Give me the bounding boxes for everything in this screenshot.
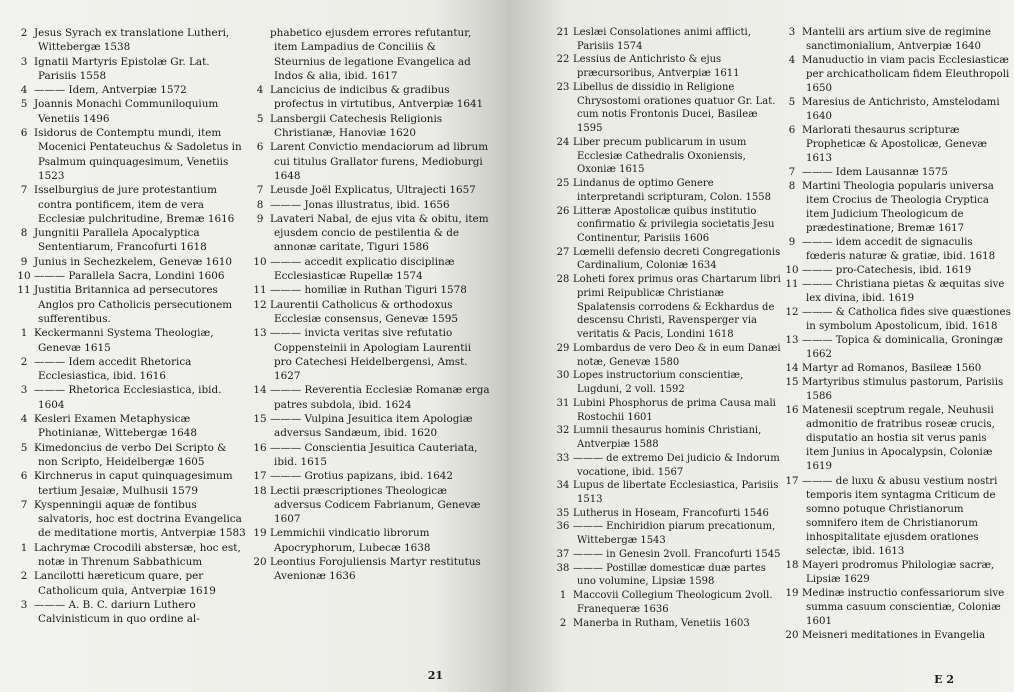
entry-text: Maccovii Collegium Theologicum 2voll. Franequeræ 1636 — [573, 590, 773, 615]
catalog-entry — [14, 97, 246, 126]
catalog-entry — [553, 246, 783, 273]
entry-text: Manuductio in viam pacis Ecclesiasticæ per archicatholicam fidem Eleuthropoli 1650 — [802, 55, 1010, 95]
right-column-2 — [782, 26, 1012, 643]
right-page — [507, 0, 1014, 692]
entry-text: ——— pro-Catechesis, ibid. 1619 — [802, 265, 972, 277]
entry-text: Junius in Sechezkelem, Genevæ 1610 — [34, 255, 232, 268]
entry-number: 25 — [556, 178, 570, 190]
catalog-entry — [782, 362, 1012, 376]
entry-text: Lumnii thesaurus hominis Christiani, Antverpiæ 1588 — [573, 425, 762, 451]
catalog-entry — [250, 255, 490, 284]
entry-number: 28 — [556, 274, 570, 286]
entry-number: 17 — [785, 475, 799, 487]
catalog-entry — [782, 376, 1012, 404]
catalog-entry — [14, 26, 246, 55]
entry-text: ——— A. B. C. dariurn Luthero Calvinisticum in quo ordine al- — [34, 598, 200, 626]
catalog-entry — [782, 124, 1012, 166]
entry-text: Maresius de Antichristo, Amstelodami 1640 — [802, 97, 1000, 123]
catalog-entry — [14, 83, 246, 97]
entry-number: 12 — [253, 298, 267, 311]
entry-number: 20 — [253, 555, 267, 568]
catalog-entry — [250, 140, 490, 183]
entry-number: 15 — [253, 413, 267, 426]
entry-number: 7 — [256, 184, 264, 197]
entry-number: 21 — [556, 27, 570, 38]
entry-number: 2 — [20, 570, 28, 583]
catalog-entry — [14, 569, 246, 598]
catalog-entry — [14, 55, 246, 84]
entry-number: 3 — [788, 27, 796, 38]
catalog-entry — [14, 383, 246, 412]
entry-number: 5 — [788, 97, 796, 109]
catalog-entry — [14, 183, 246, 226]
entry-number: 6 — [256, 141, 264, 154]
entry-number: 38 — [556, 562, 570, 574]
entry-text: ——— Grotius papizans, ibid. 1642 — [270, 470, 453, 483]
catalog-entry — [553, 562, 783, 589]
entry-number: 4 — [256, 84, 264, 97]
catalog-entry — [250, 212, 490, 255]
catalog-entry — [14, 412, 246, 441]
entry-text: Mantelii ars artium sive de regimine sanctimonialium, Antverpiæ 1640 — [802, 27, 991, 53]
catalog-entry — [250, 526, 490, 555]
entry-number: 5 — [20, 441, 28, 454]
entry-text: Larent Convictio mendaciorum ad librum cui titulus Grallator furens, Medioburgi 1648 — [270, 141, 489, 182]
entry-number: 11 — [785, 279, 799, 291]
entry-text: Lopes instructorium conscientiæ, Lugduni, 2 voll. 1592 — [573, 370, 744, 396]
catalog-entry — [553, 136, 783, 177]
catalog-entry — [14, 255, 246, 269]
entry-text: Lemmichii vindicatio librorum Apocryphorum, Lubecæ 1638 — [270, 527, 431, 554]
entry-text: Lancilotti hæreticum quare, per Catholicum quia, Antverpiæ 1619 — [34, 570, 216, 597]
catalog-entry — [553, 342, 783, 369]
catalog-entry — [782, 404, 1012, 474]
entry-number: 33 — [556, 452, 570, 464]
entry-text: Litteræ Apostolicæ quibus institutio confirmatio & privilegia societatis Jesu Continentur, Parisiis 1606 — [573, 205, 775, 245]
entry-text: ——— & Catholica fides sive quæstiones in symbolum Apostolicum, ibid. 1618 — [802, 307, 1011, 333]
catalog-entry — [782, 180, 1012, 236]
catalog-entry — [14, 283, 246, 326]
entry-number: 23 — [556, 81, 570, 93]
entry-text: Lindanus de optimo Genere interpretandi scripturam, Colon. 1558 — [573, 178, 771, 203]
catalog-entry — [250, 198, 490, 212]
entry-text: ——— Parallela Sacra, Londini 1606 — [34, 270, 225, 283]
entry-text: ——— de extremo Dei judicio & Indorum vocatione, ibid. 1567 — [573, 452, 780, 478]
entry-number: 36 — [556, 521, 570, 533]
entry-text: Lansbergii Catechesis Religionis Christianæ, Hanoviæ 1620 — [270, 112, 443, 140]
entry-text: ——— Idem accedit Rhetorica Ecclesiastica, ibid. 1616 — [34, 355, 192, 383]
entry-text: Manerba in Rutham, Venetiis 1603 — [573, 617, 750, 629]
catalog-entry — [553, 520, 783, 547]
entry-text: Martyr ad Romanos, Basileæ 1560 — [802, 363, 982, 375]
entry-number: 22 — [556, 54, 570, 66]
entry-text: ——— Rhetorica Ecclesiastica, ibid. 1604 — [34, 384, 222, 411]
entry-text: Lubini Phosphorus de prima Causa mali Rostochii 1601 — [573, 397, 776, 423]
entry-text: Laurentii Catholicus & orthodoxus Ecclesiæ consensus, Genevæ 1595 — [270, 298, 458, 325]
entry-text: ——— Idem, Antverpiæ 1572 — [34, 84, 187, 97]
catalog-entry — [250, 383, 490, 412]
entry-number: 6 — [20, 470, 28, 483]
entry-text: Loheti forex primus oras Chartarum libri primi Reipublicæ Christianæ Spalatensis corrodens & Eckhardus de descensu Christi, Ravensperger via veritatis & Pacis, Londini 1618 — [573, 274, 781, 341]
entry-text: phabetico ejusdem errores refutantur, item Lampadius de Conciliis & Steurnius de legatione Evangelica ad Indos & alia, ibid. 1617 — [270, 27, 472, 82]
entry-text: ——— Topica & dominicalia, Groningæ 1662 — [802, 335, 1003, 361]
catalog-entry — [553, 26, 783, 53]
entry-number: 7 — [20, 498, 28, 511]
catalog-entry — [14, 226, 246, 255]
catalog-entry — [14, 541, 246, 570]
catalog-entry — [553, 507, 783, 521]
entry-text: Isidorus de Contemptu mundi, item Mocenici Pentateuchus & Sadoletus in Psalmum quinquagesimum, Venetiis 1523 — [34, 127, 242, 182]
entry-number: 27 — [556, 246, 570, 258]
page-number: 21 — [427, 669, 443, 682]
entry-number: 1 — [20, 327, 28, 340]
entry-number: 6 — [788, 125, 796, 137]
entry-number: 13 — [785, 335, 799, 347]
entry-number: 30 — [556, 370, 570, 382]
entry-text: Mayeri prodromus Philologiæ sacræ, Lipsiæ 1629 — [802, 559, 995, 585]
catalog-entry — [782, 96, 1012, 124]
entry-number: 4 — [788, 55, 796, 67]
entry-number: 8 — [20, 227, 28, 240]
entry-text: Jungnitii Parallela Apocalyptica Sententiarum, Francofurti 1618 — [34, 227, 207, 254]
catalog-entry — [14, 598, 246, 627]
entry-number: 11 — [17, 284, 31, 297]
entry-text: Joannis Monachi Communiloquium Venetiis 1496 — [34, 98, 219, 125]
entry-number: 15 — [785, 377, 799, 389]
entry-number: 6 — [20, 127, 28, 140]
entry-number: 3 — [20, 384, 28, 397]
entry-number: 9 — [788, 237, 796, 249]
catalog-entry — [250, 484, 490, 527]
entry-text: Lutherus in Hoseam, Francofurti 1546 — [573, 507, 769, 519]
entry-text: Lœmelii defensio decreti Congregationis Cardinalium, Coloniæ 1634 — [573, 246, 781, 272]
catalog-entry — [14, 326, 246, 355]
left-column-2 — [250, 26, 490, 584]
entry-text: Lavateri Nabal, de ejus vita & obitu, item ejusdem concio de pestilentia & de annonæ caritate, Tiguri 1586 — [270, 212, 489, 254]
entry-number: 32 — [556, 425, 570, 437]
entry-text: Ignatii Martyris Epistolæ Gr. Lat. Parisiis 1558 — [34, 55, 210, 82]
catalog-entry — [250, 441, 490, 470]
entry-text: ——— invicta veritas sive refutatio Coppensteinii in Apologiam Laurentii pro Catechesi Heidelbergensi, Amst. 1627 — [270, 327, 472, 383]
catalog-entry — [553, 177, 783, 204]
entry-text: Leontius Forojuliensis Martyr restitutus Avenionæ 1636 — [270, 555, 481, 583]
entry-text: ——— Jonas illustratus, ibid. 1656 — [270, 198, 450, 211]
entry-text: Libellus de dissidio in Religione Chrysostomi orationes quatuor Gr. Lat. cum notis Frontonis Ducei, Basileæ 1595 — [573, 81, 776, 135]
entry-text: ——— homiliæ in Ruthan Tiguri 1578 — [270, 284, 467, 297]
entry-text: ——— idem accedit de signaculis fœderis naturæ & gratiæ, ibid. 1618 — [802, 237, 996, 263]
catalog-entry — [250, 83, 490, 112]
catalog-entry — [782, 334, 1012, 362]
catalog-entry — [250, 412, 490, 441]
entry-number: 10 — [17, 270, 31, 283]
catalog-entry — [250, 469, 490, 483]
entry-text: Keckermanni Systema Theologiæ, Genevæ 1615 — [34, 327, 214, 354]
entry-text: ——— Reverentia Ecclesiæ Romanæ erga patres subdola, ibid. 1624 — [270, 384, 490, 411]
entry-number: 8 — [788, 181, 796, 193]
catalog-entry — [250, 183, 490, 197]
entry-number: 29 — [556, 342, 570, 354]
catalog-entry — [553, 479, 783, 506]
catalog-entry — [14, 469, 246, 498]
entry-number: 34 — [556, 480, 570, 492]
catalog-entry — [553, 452, 783, 479]
entry-number: 2 — [20, 27, 28, 39]
entry-number: 18 — [785, 559, 799, 571]
entry-number: 3 — [20, 55, 28, 68]
entry-text: Lachrymæ Crocodili abstersæ, hoc est, notæ in Threnum Sabbathicum — [34, 541, 241, 568]
entry-text: Liber precum publicarum in usum Ecclesiæ Cathedralis Oxoniensis, Oxoniæ 1615 — [573, 136, 747, 176]
entry-text: Martyribus stimulus pastorum, Parisiis 1586 — [802, 377, 1004, 403]
entry-text: ——— Vulpina Jesuitica item Apologiæ adversus Sandæum, ibid. 1620 — [270, 413, 473, 440]
entry-text: Kirchnerus in caput quinquagesimum tertium Jesaiæ, Mulhusii 1579 — [34, 470, 233, 497]
entry-number: 3 — [20, 598, 28, 611]
entry-text: Meisneri meditationes in Evangelia — [802, 629, 986, 641]
entry-number: 9 — [20, 255, 28, 268]
entry-number: 8 — [256, 198, 264, 211]
catalog-entry — [782, 236, 1012, 264]
entry-text: Lupus de libertate Ecclesiastica, Parisiis 1513 — [573, 480, 779, 505]
entry-number: 5 — [256, 112, 264, 125]
entry-text: Matenesii sceptrum regale, Neuhusii admonitio de fratribus roseæ crucis, disputatio an hostia sit verus panis item Junius in Apocalypsin, Coloniæ 1619 — [802, 405, 995, 473]
entry-text: Lombardus de vero Deo & in eum Danæi notæ, Genevæ 1580 — [573, 342, 781, 368]
catalog-entry — [782, 475, 1012, 559]
entry-text: Kesleri Examen Metaphysicæ Photinianæ, Wittebergæ 1648 — [34, 413, 197, 440]
entry-number: 31 — [556, 397, 570, 409]
right-column-1 — [553, 26, 783, 630]
entry-text: Marlorati thesaurus scripturæ Propheticæ & Apostolicæ, Genevæ 1613 — [802, 125, 987, 165]
entry-text: ——— Idem Lausannæ 1575 — [802, 167, 948, 179]
entry-number: 17 — [253, 470, 267, 483]
catalog-entry — [782, 278, 1012, 306]
entry-number: 9 — [256, 212, 264, 225]
catalog-entry — [14, 498, 246, 541]
catalog-entry — [782, 26, 1012, 54]
entry-number: 16 — [785, 405, 799, 417]
entry-number: 35 — [556, 507, 570, 519]
entry-number: 10 — [785, 265, 799, 277]
entry-number: 10 — [253, 255, 267, 268]
entry-number: 24 — [556, 136, 570, 148]
entry-number: 1 — [20, 541, 28, 554]
catalog-entry — [553, 424, 783, 451]
entry-number: 13 — [253, 327, 267, 340]
entry-text: Lessius de Antichristo & ejus præcursoribus, Antverpiæ 1611 — [573, 54, 740, 80]
catalog-entry — [782, 264, 1012, 278]
catalog-entry — [14, 355, 246, 384]
catalog-entry — [782, 587, 1012, 629]
catalog-entry — [553, 617, 783, 631]
entry-text: Lancicius de indicibus & gradibus profectus in virtutibus, Antverpiæ 1641 — [270, 84, 484, 111]
entry-number: 14 — [253, 384, 267, 397]
entry-text: ——— accedit explicatio disciplinæ Ecclesiasticæ Rupellæ 1574 — [270, 255, 455, 283]
catalog-entry — [782, 166, 1012, 180]
catalog-entry — [553, 397, 783, 424]
catalog-entry — [782, 559, 1012, 587]
entry-text: Leslæi Consolationes animi afflicti, Parisiis 1574 — [573, 27, 751, 52]
entry-text: ——— de luxu & abusu vestium nostri temporis item syntagma Criticum de somno potuque Christianorum somnifero item de Christianorum inhospitalitate ejusdem orationes selectæ, ibid. 1613 — [802, 475, 998, 557]
catalog-entry — [250, 283, 490, 297]
entry-text: ——— Enchiridion piarum precationum, Wittebergæ 1543 — [573, 521, 776, 547]
catalog-entry — [553, 205, 783, 246]
catalog-entry — [553, 53, 783, 80]
catalog-entry — [782, 54, 1012, 96]
catalog-entry — [782, 629, 1012, 643]
catalog-entry — [553, 273, 783, 342]
entry-number: 4 — [20, 413, 28, 426]
entry-number: 12 — [785, 307, 799, 319]
catalog-entry — [250, 555, 490, 584]
catalog-entry — [250, 298, 490, 327]
catalog-entry — [14, 441, 246, 470]
entry-number: 26 — [556, 205, 570, 217]
entry-number: 18 — [253, 484, 267, 497]
entry-text: Leusde Joël Explicatus, Ultrajecti 1657 — [270, 184, 476, 197]
signature-mark: E 2 — [934, 673, 954, 686]
catalog-entry — [250, 26, 490, 83]
entry-text: ——— Postillæ domesticæ duæ partes uno volumine, Lipsiæ 1598 — [573, 562, 766, 588]
entry-number: 2 — [20, 355, 28, 368]
left-column-1 — [14, 26, 246, 626]
catalog-entry — [553, 548, 783, 562]
entry-text: Medinæ instructio confessariorum sive summa casuum conscientiæ, Coloniæ 1601 — [802, 587, 1005, 627]
entry-number: 19 — [785, 587, 799, 599]
catalog-entry — [553, 589, 783, 616]
entry-text: Lectii præscriptiones Theologicæ adversus Codicem Fabrianum, Genevæ 1607 — [270, 484, 481, 526]
entry-text: Jesus Syrach ex translatione Lutheri, Wittebergæ 1538 — [34, 27, 230, 54]
entry-text: Justitia Britannica ad persecutores Anglos pro Catholicis persecutionem sufferentibus. — [34, 284, 233, 325]
entry-text: Kyspenningii aquæ de fontibus salvatoris, hoc est doctrina Evangelica de meditatione mortis, Antverpiæ 1583 — [34, 498, 246, 540]
entry-number: 11 — [253, 284, 267, 297]
entry-text: ——— Christiana pietas & æquitas sive lex divina, ibid. 1619 — [802, 279, 1005, 305]
entry-text: Martini Theologia popularis universa item Crocius de Theologia Cryptica item Judicium Theologicum de prædestinatione, Bremæ 1617 — [802, 181, 994, 235]
entry-number: 7 — [788, 167, 796, 179]
entry-number: 2 — [559, 617, 567, 629]
entry-text: ——— Conscientia Jesuitica Cauteriata, ibid. 1615 — [270, 441, 478, 468]
catalog-entry — [14, 126, 246, 183]
entry-number: 5 — [20, 98, 28, 111]
catalog-entry — [553, 81, 783, 136]
catalog-entry — [250, 326, 490, 383]
entry-text: Isselburgius de jure protestantium contra pontificem, item de vera Ecclesiæ pulchritudine, Bremæ 1616 — [34, 184, 235, 225]
entry-number: 14 — [785, 363, 799, 375]
entry-number: 19 — [253, 527, 267, 540]
entry-number: 1 — [559, 590, 567, 602]
catalog-entry — [250, 112, 490, 141]
entry-number: 20 — [785, 629, 799, 641]
catalog-entry — [14, 269, 246, 283]
catalog-entry — [782, 306, 1012, 334]
catalog-entry — [553, 369, 783, 396]
entry-number: 7 — [20, 184, 28, 197]
entry-number: 16 — [253, 441, 267, 454]
entry-number: 37 — [556, 548, 570, 560]
entry-text: Kimedoncius de verbo Dei Scripto & non Scripto, Heidelbergæ 1605 — [34, 441, 227, 468]
entry-number: 4 — [20, 84, 28, 97]
entry-text: ——— in Genesin 2voll. Francofurti 1545 — [573, 548, 781, 560]
